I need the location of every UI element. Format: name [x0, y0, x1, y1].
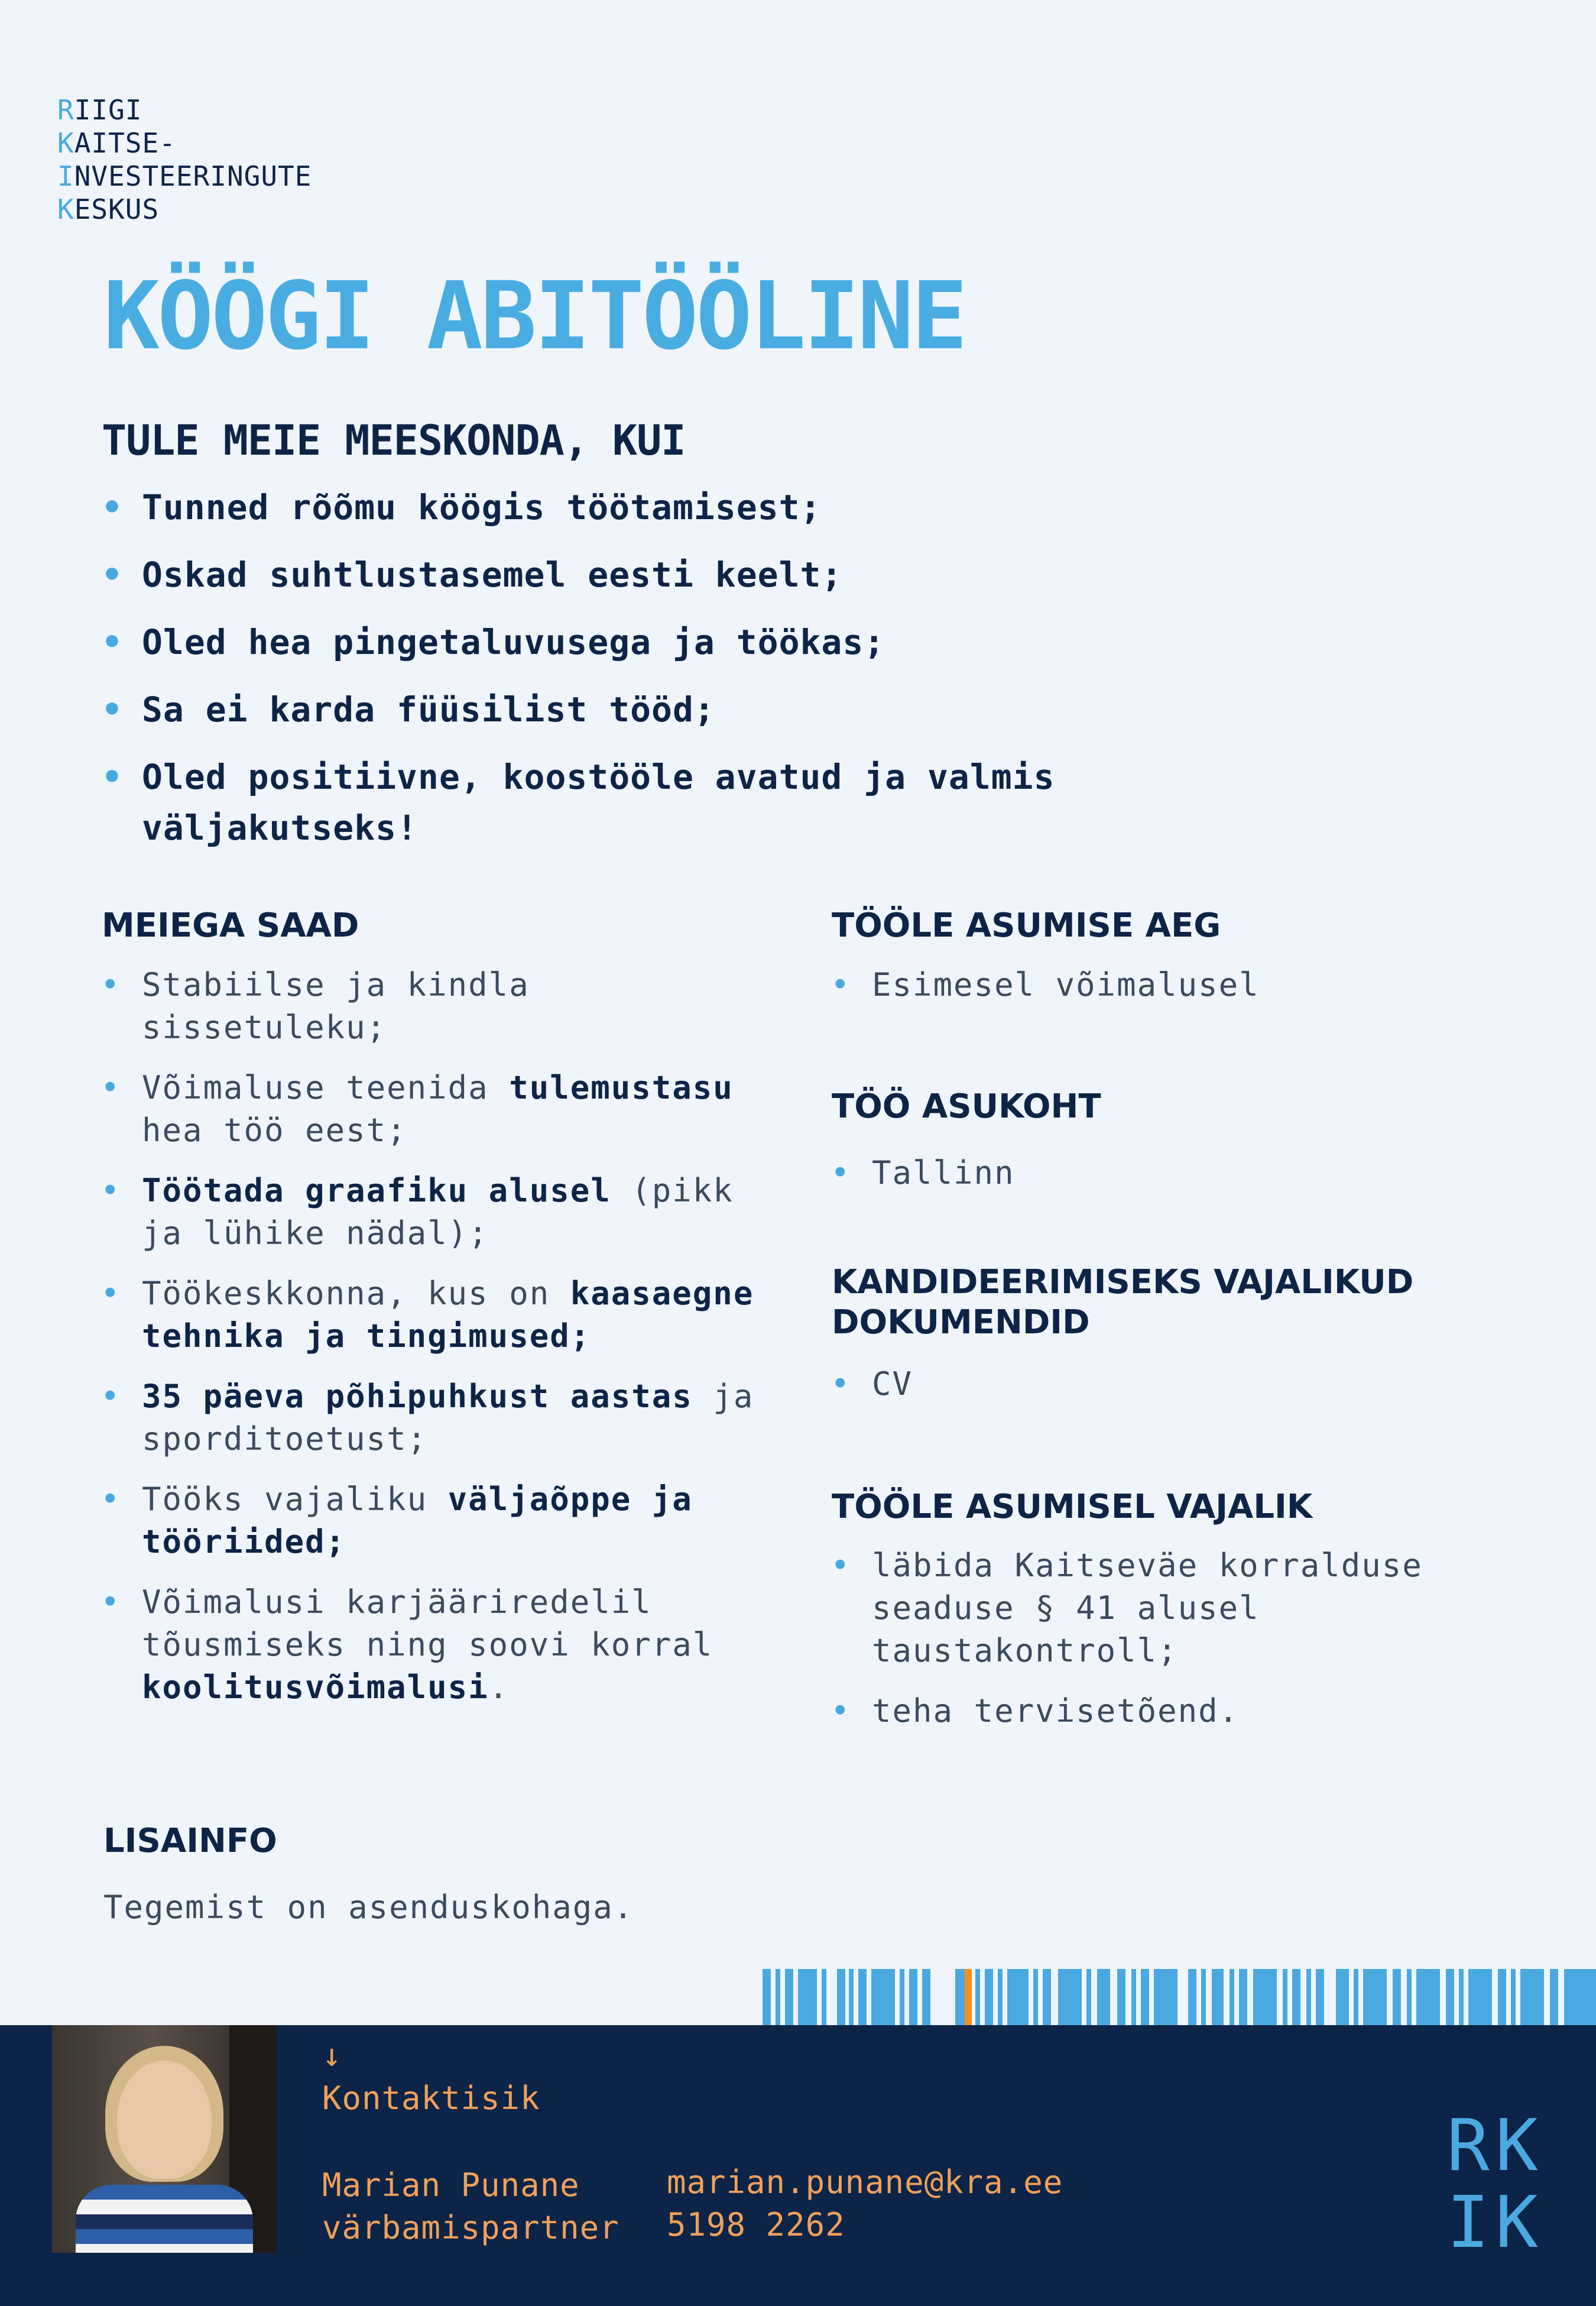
bullet-icon: • — [102, 622, 123, 662]
extra-info-text: Tegemist on asenduskohaga. — [103, 1889, 634, 1926]
bullet-icon: • — [100, 1172, 121, 1209]
bullet-icon: • — [100, 1481, 121, 1518]
list-item: • Oskad suhtlustasemel eesti keelt; — [100, 549, 1342, 600]
contact-role: värbamispartner — [322, 2209, 619, 2246]
list-item: • läbida Kaitseväe korralduse seaduse § 41 alusel taustakontroll; — [831, 1544, 1493, 1672]
intro-heading: TULE MEIE MEESKONDA, KUI — [102, 416, 686, 465]
list-item: • Tööks vajaliku väljaõppe ja tööriided; — [100, 1478, 780, 1563]
contact-phone-link[interactable]: 5198 2262 — [667, 2206, 845, 2243]
bullet-icon: • — [102, 555, 123, 595]
list-item: • Võimaluse teenida tulemustasu hea töö eest; — [100, 1067, 780, 1152]
bullet-icon: • — [831, 1692, 851, 1730]
list-item: • teha tervisetõend. — [831, 1690, 1493, 1732]
logo-line: INVESTEERINGUTE — [57, 160, 312, 192]
list-item: • Töökeskkonna, kus on kaasaegne tehnika ja tingimused; — [100, 1272, 780, 1358]
bullet-icon: • — [100, 1583, 121, 1621]
bullet-icon: • — [831, 966, 851, 1003]
location-list — [831, 1152, 1510, 1212]
bullet-icon: • — [831, 1547, 851, 1584]
arrow-down-icon: ↓ — [322, 2036, 342, 2074]
bullet-icon: • — [102, 487, 123, 527]
list-item: • Oled positiivne, koostööle avatud ja valmis väljakutseks! — [100, 752, 1253, 853]
footer-logo-line: IK — [1446, 2182, 1544, 2264]
contact-photo — [52, 2025, 277, 2253]
extra-info-heading: LISAINFO — [103, 1822, 277, 1860]
bullet-icon: • — [831, 1365, 851, 1403]
intro-list — [100, 482, 1342, 870]
requirements-heading: TÖÖLE ASUMISEL VAJALIK — [832, 1488, 1313, 1526]
list-item: • Võimalusi karjääriredelil tõusmiseks ning soovi korral koolitusvõimalusi. — [100, 1581, 780, 1709]
list-item: • Tallinn — [831, 1152, 1510, 1194]
logo-line: RIIGI — [57, 94, 142, 126]
bullet-icon: • — [100, 1275, 121, 1312]
location-heading: TÖÖ ASUKOHT — [832, 1087, 1101, 1126]
list-item: • Tunned rõõmu köögis töötamisest; — [100, 482, 1342, 533]
start-list — [831, 964, 1510, 1024]
documents-list — [831, 1363, 1510, 1423]
footer-logo-line: RK — [1446, 2105, 1544, 2187]
contact-email-link[interactable]: marian.punane@kra.ee — [667, 2164, 1063, 2201]
footer-logo — [1446, 2105, 1545, 2264]
list-item: • Esimesel võimalusel — [831, 964, 1510, 1006]
bullet-icon: • — [102, 689, 123, 730]
list-item: • Sa ei karda füüsilist tööd; — [100, 684, 1342, 735]
logo-line: KAITSE- — [57, 127, 176, 159]
documents-heading: KANDIDEERIMISEKS VAJALIKUD DOKUMENDID — [832, 1263, 1414, 1342]
start-heading: TÖÖLE ASUMISE AEG — [832, 906, 1221, 945]
organization-logo — [57, 93, 312, 226]
bullet-icon: • — [100, 966, 121, 1003]
list-item: • Stabiilse ja kindla sissetuleku; — [100, 964, 780, 1049]
benefits-heading: MEIEGA SAAD — [102, 906, 359, 945]
job-title: KÖÖGI ABITÖÖLINE — [103, 262, 965, 371]
benefits-list — [100, 964, 780, 1727]
bullet-icon: • — [102, 757, 123, 797]
bullet-icon: • — [100, 1069, 121, 1106]
bullet-icon: • — [100, 1378, 121, 1415]
requirements-list — [831, 1544, 1493, 1750]
list-item: • 35 päeva põhipuhkust aastas ja sporditoetust; — [100, 1375, 780, 1460]
contact-name: Marian Punane — [322, 2166, 580, 2204]
contact-label: Kontaktisik — [322, 2080, 540, 2117]
list-item: • CV — [831, 1363, 1510, 1405]
list-item: • Oled hea pingetaluvusega ja töökas; — [100, 617, 1342, 668]
logo-line: KESKUS — [57, 193, 160, 225]
bullet-icon: • — [831, 1154, 851, 1191]
list-item: • Töötada graafiku alusel (pikk ja lühike nädal); — [100, 1170, 780, 1255]
